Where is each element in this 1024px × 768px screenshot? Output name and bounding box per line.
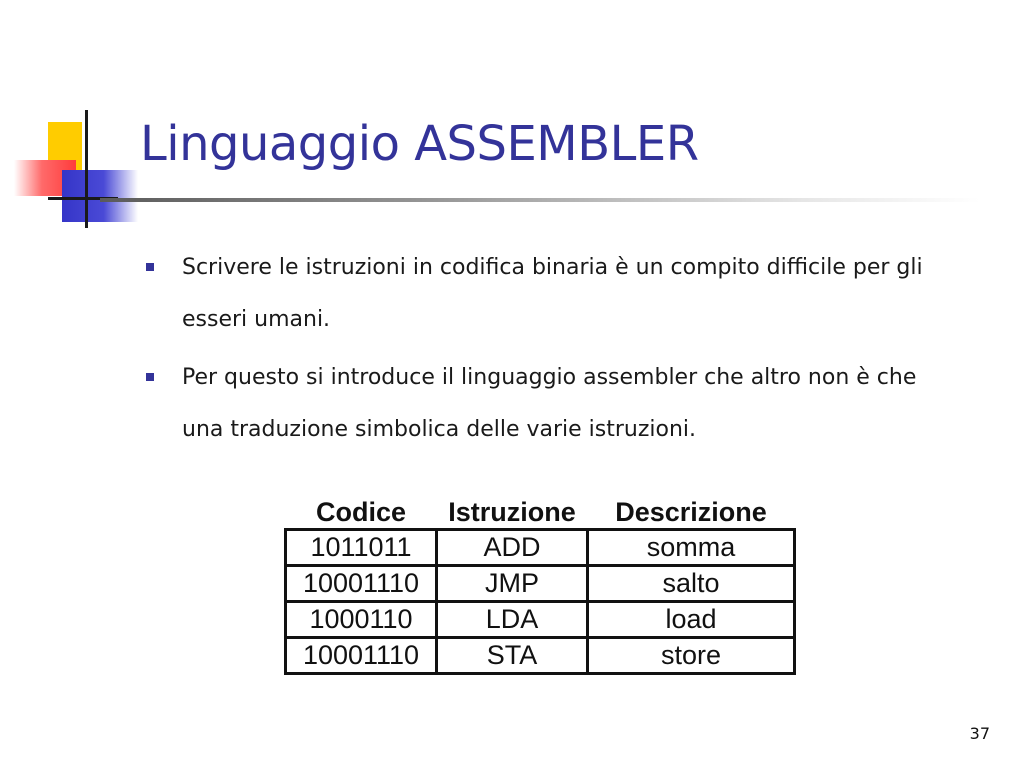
table-header-row [286,492,795,530]
bullet-text: Scrivere le istruzioni in codifica binaria è un compito difficile per gli esseri umani. [182,255,923,332]
bullet-text: Per questo si introduce il linguaggio assembler che altro non è che una traduzione simbolica delle varie istruzioni. [182,365,917,442]
slide-title: Linguaggio ASSEMBLER [140,116,699,172]
title-underline [100,198,980,202]
bullet-item [140,352,960,456]
table-row [286,638,795,674]
table-row [286,566,795,602]
table-row [286,602,795,638]
bullet-item [140,242,960,346]
header-descrizione: Descrizione [615,497,767,527]
square-bullet-icon [146,373,154,381]
cell-description: somma [588,530,795,566]
bullet-list [140,242,960,462]
header-codice: Codice [315,497,407,527]
header-istruzione: Istruzione [448,497,576,527]
page-number: 37 [969,724,990,743]
cell-code: 1011011 [286,530,437,566]
blue-square-decoration [62,170,138,222]
vertical-line-decoration [85,110,88,228]
cell-code: 1000110 [286,602,437,638]
table-row [286,530,795,566]
cell-instruction: STA [437,638,588,674]
instruction-table [284,492,796,675]
cell-description: salto [588,566,795,602]
cell-instruction: LDA [437,602,588,638]
cell-instruction: JMP [437,566,588,602]
cell-description: load [588,602,795,638]
cell-instruction: ADD [437,530,588,566]
square-bullet-icon [146,263,154,271]
cell-code: 10001110 [286,638,437,674]
cell-description: store [588,638,795,674]
cell-code: 10001110 [286,566,437,602]
